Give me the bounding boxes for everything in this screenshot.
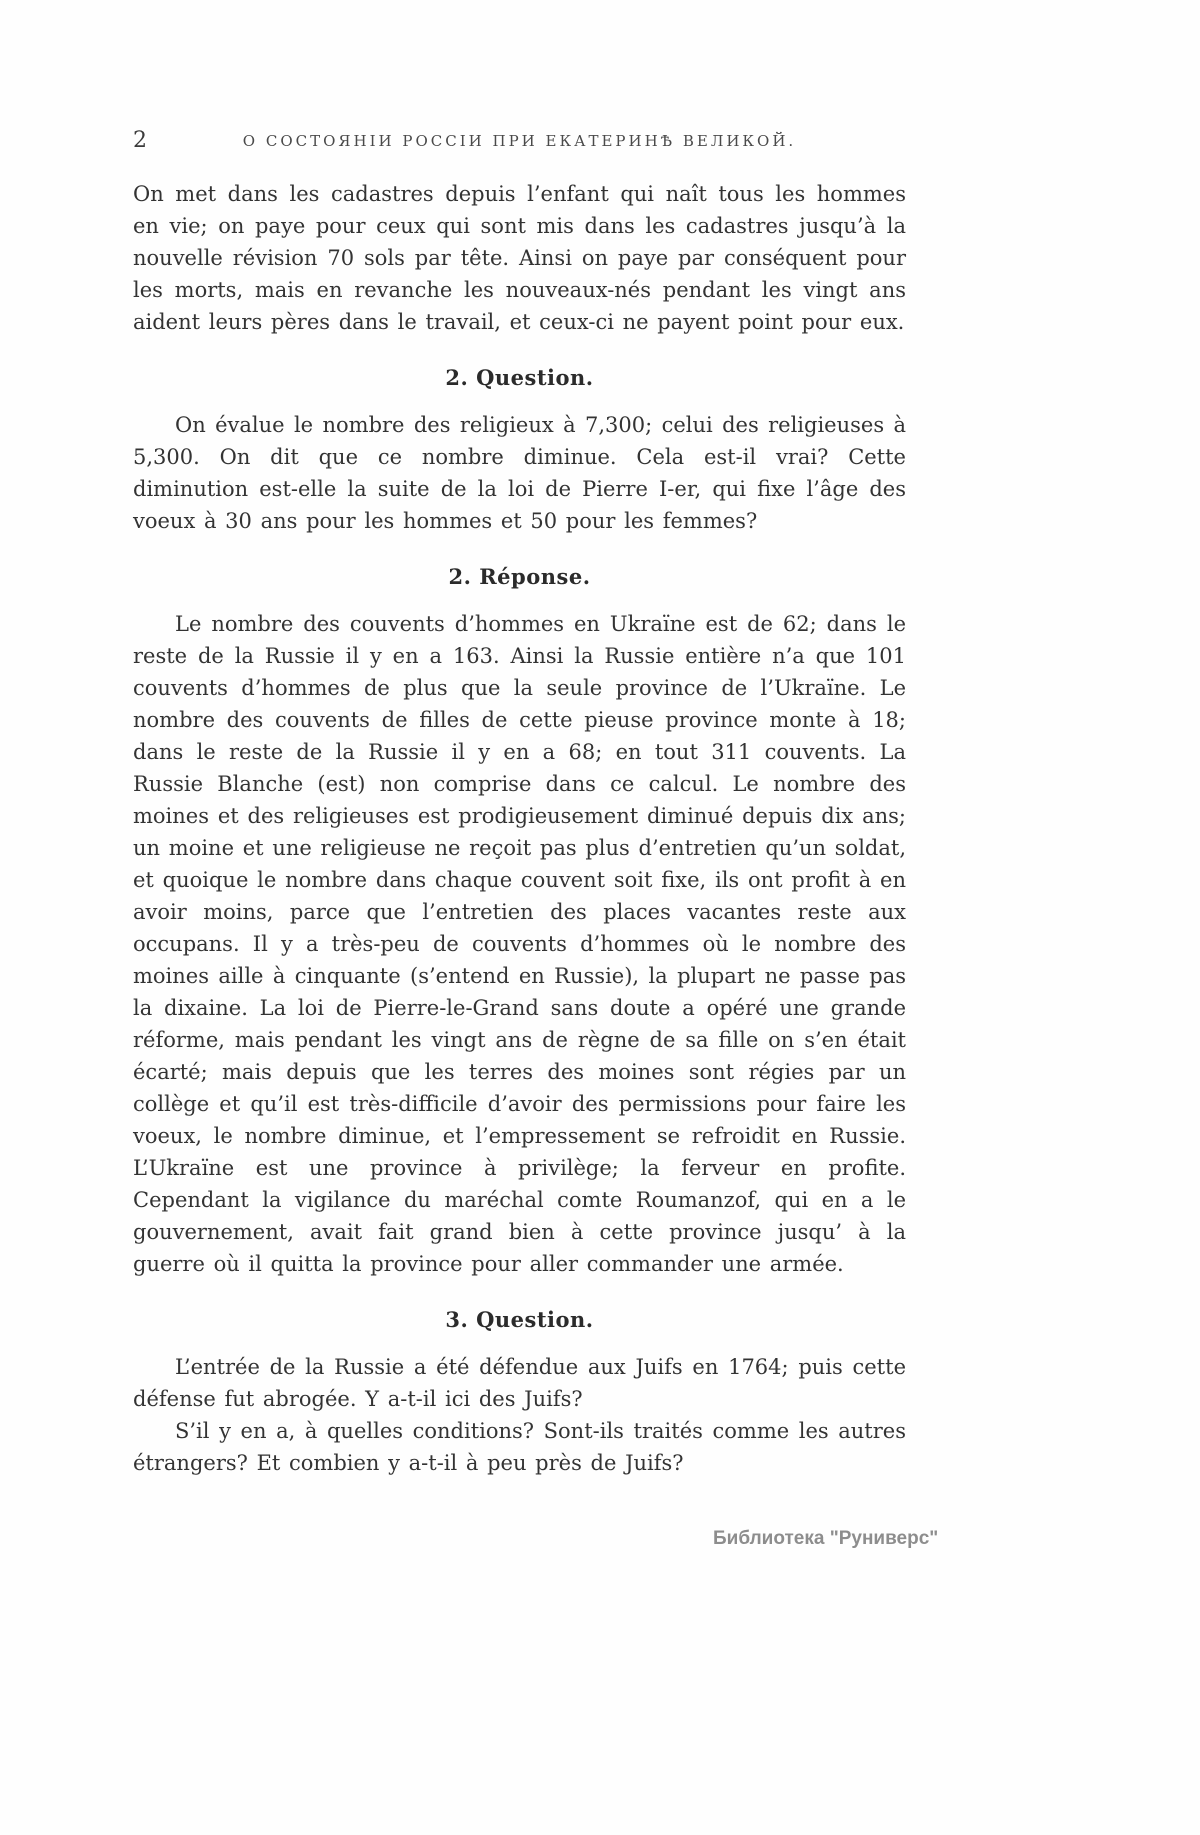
library-watermark: Библиотека "Руниверс" bbox=[713, 1528, 939, 1549]
running-title: О СОСТОЯНІИ РОССІИ ПРИ ЕКАТЕРИНѢ ВЕЛИКОЙ. bbox=[242, 132, 797, 150]
paragraph-intro: On met dans les cadastres depuis l’enfant qui naît tous les hommes en vie; on paye pour ceux qui sont mis dans les cadastres jusqu’à la nouvelle révision 70 sols par tête. Ainsi on paye par conséquent pour les morts, mais en revanche les nouveaux-nés pendant les vingt ans aident leurs pères dans le travail, et ceux-ci ne payent point pour eux. bbox=[133, 182, 906, 334]
page-header bbox=[133, 128, 906, 156]
section-heading-reponse-2: 2. Réponse. bbox=[448, 564, 591, 589]
page-number: 2 bbox=[133, 128, 147, 153]
paragraph-reponse-2: Le nombre des couvents d’hommes en Ukraïne est de 62; dans le reste de la Russie il y en a 163. Ainsi la Russie entière n’a que 101 couvents d’hommes de plus que la seule province de l’Ukraïne. Le nombre des couvents de filles de cette pieuse province monte à 18; dans le reste de la Russie il y en a 68; en tout 311 couvents. La Russie Blanche (est) non comprise dans ce calcul. Le nombre des moines et des religieuses est prodigieusement diminué depuis dix ans; un moine et une religieuse ne reçoit pas plus d’entretien qu’un soldat, et quoique le nombre dans chaque couvent soit fixe, ils ont profit à en avoir moins, parce que l’entretien des places vacantes reste aux occupans. Il y a très-peu de couvents d’hommes où le nombre des moines aille à cinquante (s’entend en Russie), la plupart ne passe pas la dixaine. La loi de Pierre-le-Grand sans doute a opéré une grande réforme, mais pendant les vingt ans de règne de sa fille on s’en était écarté; mais depuis que les terres des moines sont régies par un collège et qu’il est très-difficile d’avoir des permissions pour faire les voeux, le nombre diminue, et l’empressement se refroidit en Russie. L’Ukraïne est une province à privilège; la ferveur en profite. Cependant la vigilance du maréchal comte Roumanzof, qui en a le gouvernement, avait fait grand bien à cette province jusqu’ à la guerre où il quitta la province pour aller commander une armée. bbox=[133, 612, 906, 1276]
page-content bbox=[133, 128, 906, 1479]
section-heading-question-3: 3. Question. bbox=[445, 1307, 594, 1332]
section-heading-question-2: 2. Question. bbox=[445, 365, 594, 390]
paragraph-question-3b: S’il y en a, à quelles conditions? Sont-ils traités comme les autres étrangers? Et combien y a-t-il à peu près de Juifs? bbox=[133, 1419, 906, 1475]
paragraph-question-2: On évalue le nombre des religieux à 7,300; celui des religieuses à 5,300. On dit que ce nombre diminue. Cela est-il vrai? Cette diminution est-elle la suite de la loi de Pierre I-er, qui fixe l’âge des voeux à 30 ans pour les hommes et 50 pour les femmes? bbox=[133, 413, 906, 533]
paragraph-question-3a: L’entrée de la Russie a été défendue aux Juifs en 1764; puis cette défense fut abrogée. Y a-t-il ici des Juifs? bbox=[133, 1355, 906, 1411]
